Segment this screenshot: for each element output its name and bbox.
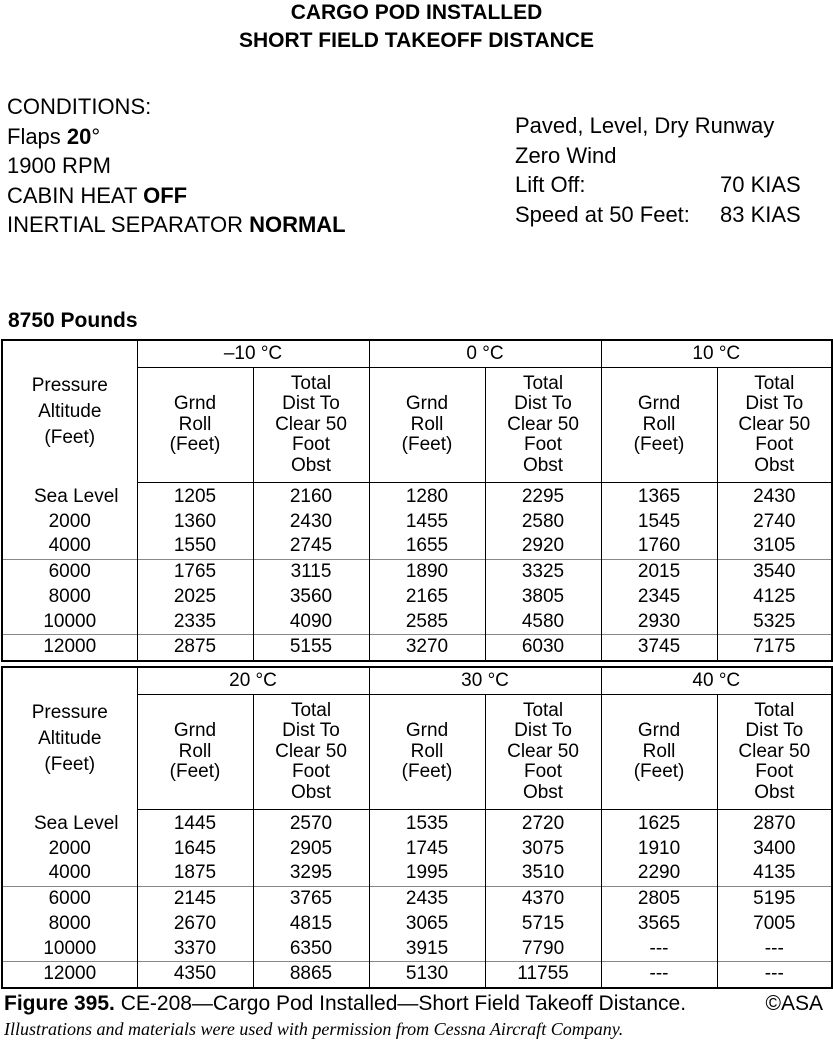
temperature-header: 10 °C xyxy=(601,340,832,368)
ground-roll-cell: 3270 xyxy=(369,635,485,661)
table-row xyxy=(2,510,832,535)
total-distance-cell: 2720 xyxy=(485,810,601,837)
table-row xyxy=(2,585,832,610)
ground-roll-cell: 3370 xyxy=(137,937,253,962)
ground-roll-header: Grnd Roll (Feet) xyxy=(601,368,717,483)
separator-condition: INERTIAL SEPARATOR NORMAL xyxy=(7,212,346,237)
total-distance-cell: 6350 xyxy=(253,937,369,962)
ground-roll-header: Grnd Roll (Feet) xyxy=(601,695,717,810)
total-distance-cell: 8865 xyxy=(253,962,369,988)
altitude-cell: 2000 xyxy=(2,510,137,535)
flaps-condition: Flaps 20° xyxy=(7,123,101,149)
total-distance-cell: 2430 xyxy=(253,510,369,535)
conditions-heading: CONDITIONS: xyxy=(7,94,152,119)
altitude-cell: Sea Level xyxy=(2,810,137,837)
total-distance-cell: 2160 xyxy=(253,483,369,510)
takeoff-table-warm xyxy=(1,666,833,989)
ground-roll-cell: 2585 xyxy=(369,610,485,635)
total-distance-cell: 5325 xyxy=(717,610,832,635)
altitude-cell: 12000 xyxy=(2,635,137,661)
altitude-cell: 8000 xyxy=(2,585,137,610)
total-distance-header: Total Dist To Clear 50 Foot Obst xyxy=(485,368,601,483)
total-distance-cell: 7005 xyxy=(717,912,832,937)
total-distance-cell: 5155 xyxy=(253,635,369,661)
total-distance-cell: 3765 xyxy=(253,887,369,912)
ground-roll-cell: 3915 xyxy=(369,937,485,962)
altitude-cell: 8000 xyxy=(2,912,137,937)
temperature-header: 0 °C xyxy=(369,340,601,368)
table-row xyxy=(2,560,832,585)
ground-roll-cell: 2805 xyxy=(601,887,717,912)
table-row xyxy=(2,912,832,937)
ground-roll-cell: 4350 xyxy=(137,962,253,988)
table-row xyxy=(2,534,832,559)
ground-roll-cell: 1545 xyxy=(601,510,717,535)
ground-roll-cell: 1910 xyxy=(601,837,717,862)
table-row xyxy=(2,810,832,837)
altitude-cell: 10000 xyxy=(2,937,137,962)
altitude-cell: 10000 xyxy=(2,610,137,635)
ground-roll-cell: 2345 xyxy=(601,585,717,610)
total-distance-cell: 3540 xyxy=(717,560,832,585)
total-distance-cell: 4090 xyxy=(253,610,369,635)
ground-roll-cell: 1875 xyxy=(137,861,253,886)
table-row xyxy=(2,887,832,912)
ground-roll-cell: 1765 xyxy=(137,560,253,585)
total-distance-cell: 3115 xyxy=(253,560,369,585)
ground-roll-cell: 2015 xyxy=(601,560,717,585)
figure-caption: Figure 395. CE-208—Cargo Pod Installed—Short Field Takeoff Distance. ©ASA xyxy=(4,992,823,1015)
altitude-cell: Sea Level xyxy=(2,483,137,510)
table-row xyxy=(2,861,832,886)
total-distance-header: Total Dist To Clear 50 Foot Obst xyxy=(717,695,832,810)
ground-roll-cell: 1455 xyxy=(369,510,485,535)
ground-roll-cell: 2670 xyxy=(137,912,253,937)
total-distance-cell: 3805 xyxy=(485,585,601,610)
ground-roll-cell: 1365 xyxy=(601,483,717,510)
ground-roll-cell: 3565 xyxy=(601,912,717,937)
altitude-cell: 2000 xyxy=(2,837,137,862)
total-distance-cell: 6030 xyxy=(485,635,601,661)
ground-roll-cell: 2165 xyxy=(369,585,485,610)
total-distance-cell: 7175 xyxy=(717,635,832,661)
ground-roll-cell: 1655 xyxy=(369,534,485,559)
total-distance-cell: 4135 xyxy=(717,861,832,886)
table-row xyxy=(2,610,832,635)
ground-roll-cell: 1745 xyxy=(369,837,485,862)
table-row xyxy=(2,635,832,661)
ground-roll-header: Grnd Roll (Feet) xyxy=(369,368,485,483)
table-row xyxy=(2,937,832,962)
ground-roll-cell: 1280 xyxy=(369,483,485,510)
pressure-altitude-header: Pressure Altitude (Feet) xyxy=(2,667,137,810)
ground-roll-cell: 2335 xyxy=(137,610,253,635)
table-row xyxy=(2,837,832,862)
ground-roll-cell: 1760 xyxy=(601,534,717,559)
ground-roll-cell: 3065 xyxy=(369,912,485,937)
liftoff-speed: Lift Off: 70 KIAS xyxy=(515,172,801,197)
total-distance-header: Total Dist To Clear 50 Foot Obst xyxy=(717,368,832,483)
ground-roll-cell: 2930 xyxy=(601,610,717,635)
temperature-header: 30 °C xyxy=(369,667,601,695)
total-distance-cell: 3075 xyxy=(485,837,601,862)
total-distance-cell: 2570 xyxy=(253,810,369,837)
total-distance-cell: 3510 xyxy=(485,861,601,886)
ground-roll-cell: 1205 xyxy=(137,483,253,510)
total-distance-cell: 7790 xyxy=(485,937,601,962)
total-distance-cell: 4815 xyxy=(253,912,369,937)
total-distance-cell: 2430 xyxy=(717,483,832,510)
total-distance-cell: 2870 xyxy=(717,810,832,837)
altitude-cell: 4000 xyxy=(2,534,137,559)
ground-roll-cell: 1360 xyxy=(137,510,253,535)
ground-roll-cell: 2875 xyxy=(137,635,253,661)
ground-roll-cell: 1625 xyxy=(601,810,717,837)
speed-at-50ft: Speed at 50 Feet: 83 KIAS xyxy=(515,201,801,227)
altitude-cell: 4000 xyxy=(2,861,137,886)
temperature-header: 40 °C xyxy=(601,667,832,695)
ground-roll-cell: --- xyxy=(601,937,717,962)
total-distance-cell: 2580 xyxy=(485,510,601,535)
altitude-cell: 6000 xyxy=(2,560,137,585)
conditions-right xyxy=(515,111,801,229)
total-distance-cell: 4125 xyxy=(717,585,832,610)
ground-roll-header: Grnd Roll (Feet) xyxy=(369,695,485,810)
weight-label: 8750 Pounds xyxy=(8,309,138,332)
ground-roll-cell: 2145 xyxy=(137,887,253,912)
ground-roll-cell: 5130 xyxy=(369,962,485,988)
total-distance-cell: 5715 xyxy=(485,912,601,937)
chart-title-line1: CARGO POD INSTALLED xyxy=(290,1,543,24)
total-distance-cell: 11755 xyxy=(485,962,601,988)
total-distance-cell: 2740 xyxy=(717,510,832,535)
pressure-altitude-header: Pressure Altitude (Feet) xyxy=(2,340,137,483)
total-distance-cell: 2295 xyxy=(485,483,601,510)
altitude-cell: 12000 xyxy=(2,962,137,988)
ground-roll-header: Grnd Roll (Feet) xyxy=(137,695,253,810)
total-distance-cell: --- xyxy=(717,937,832,962)
permission-note: Illustrations and materials were used with permission from Cessna Aircraft Company. xyxy=(4,1019,624,1039)
total-distance-header: Total Dist To Clear 50 Foot Obst xyxy=(485,695,601,810)
total-distance-cell: 2920 xyxy=(485,534,601,559)
total-distance-cell: 4580 xyxy=(485,610,601,635)
ground-roll-cell: 1550 xyxy=(137,534,253,559)
total-distance-cell: 3295 xyxy=(253,861,369,886)
total-distance-header: Total Dist To Clear 50 Foot Obst xyxy=(253,368,369,483)
conditions-left xyxy=(7,92,346,240)
ground-roll-header: Grnd Roll (Feet) xyxy=(137,368,253,483)
ground-roll-cell: 1535 xyxy=(369,810,485,837)
temperature-header: –10 °C xyxy=(137,340,369,368)
ground-roll-cell: --- xyxy=(601,962,717,988)
temperature-header: 20 °C xyxy=(137,667,369,695)
total-distance-cell: 3400 xyxy=(717,837,832,862)
total-distance-cell: 2745 xyxy=(253,534,369,559)
ground-roll-cell: 2025 xyxy=(137,585,253,610)
total-distance-cell: 3560 xyxy=(253,585,369,610)
ground-roll-cell: 1890 xyxy=(369,560,485,585)
ground-roll-cell: 1995 xyxy=(369,861,485,886)
chart-title-line2: SHORT FIELD TAKEOFF DISTANCE xyxy=(238,29,595,52)
total-distance-cell: 3325 xyxy=(485,560,601,585)
total-distance-cell: 5195 xyxy=(717,887,832,912)
total-distance-cell: --- xyxy=(717,962,832,988)
takeoff-table-cold xyxy=(1,339,833,662)
total-distance-cell: 4370 xyxy=(485,887,601,912)
rpm-condition: 1900 RPM xyxy=(7,153,111,178)
ground-roll-cell: 3745 xyxy=(601,635,717,661)
altitude-cell: 6000 xyxy=(2,887,137,912)
table-row xyxy=(2,962,832,988)
ground-roll-cell: 2435 xyxy=(369,887,485,912)
total-distance-cell: 3105 xyxy=(717,534,832,559)
copyright-label: ©ASA xyxy=(765,992,823,1015)
wind-condition: Zero Wind xyxy=(515,142,617,168)
ground-roll-cell: 1445 xyxy=(137,810,253,837)
table-row xyxy=(2,483,832,510)
runway-condition: Paved, Level, Dry Runway xyxy=(515,113,775,138)
total-distance-header: Total Dist To Clear 50 Foot Obst xyxy=(253,695,369,810)
total-distance-cell: 2905 xyxy=(253,837,369,862)
cabin-heat-condition: CABIN HEAT OFF xyxy=(7,182,188,208)
ground-roll-cell: 2290 xyxy=(601,861,717,886)
ground-roll-cell: 1645 xyxy=(137,837,253,862)
